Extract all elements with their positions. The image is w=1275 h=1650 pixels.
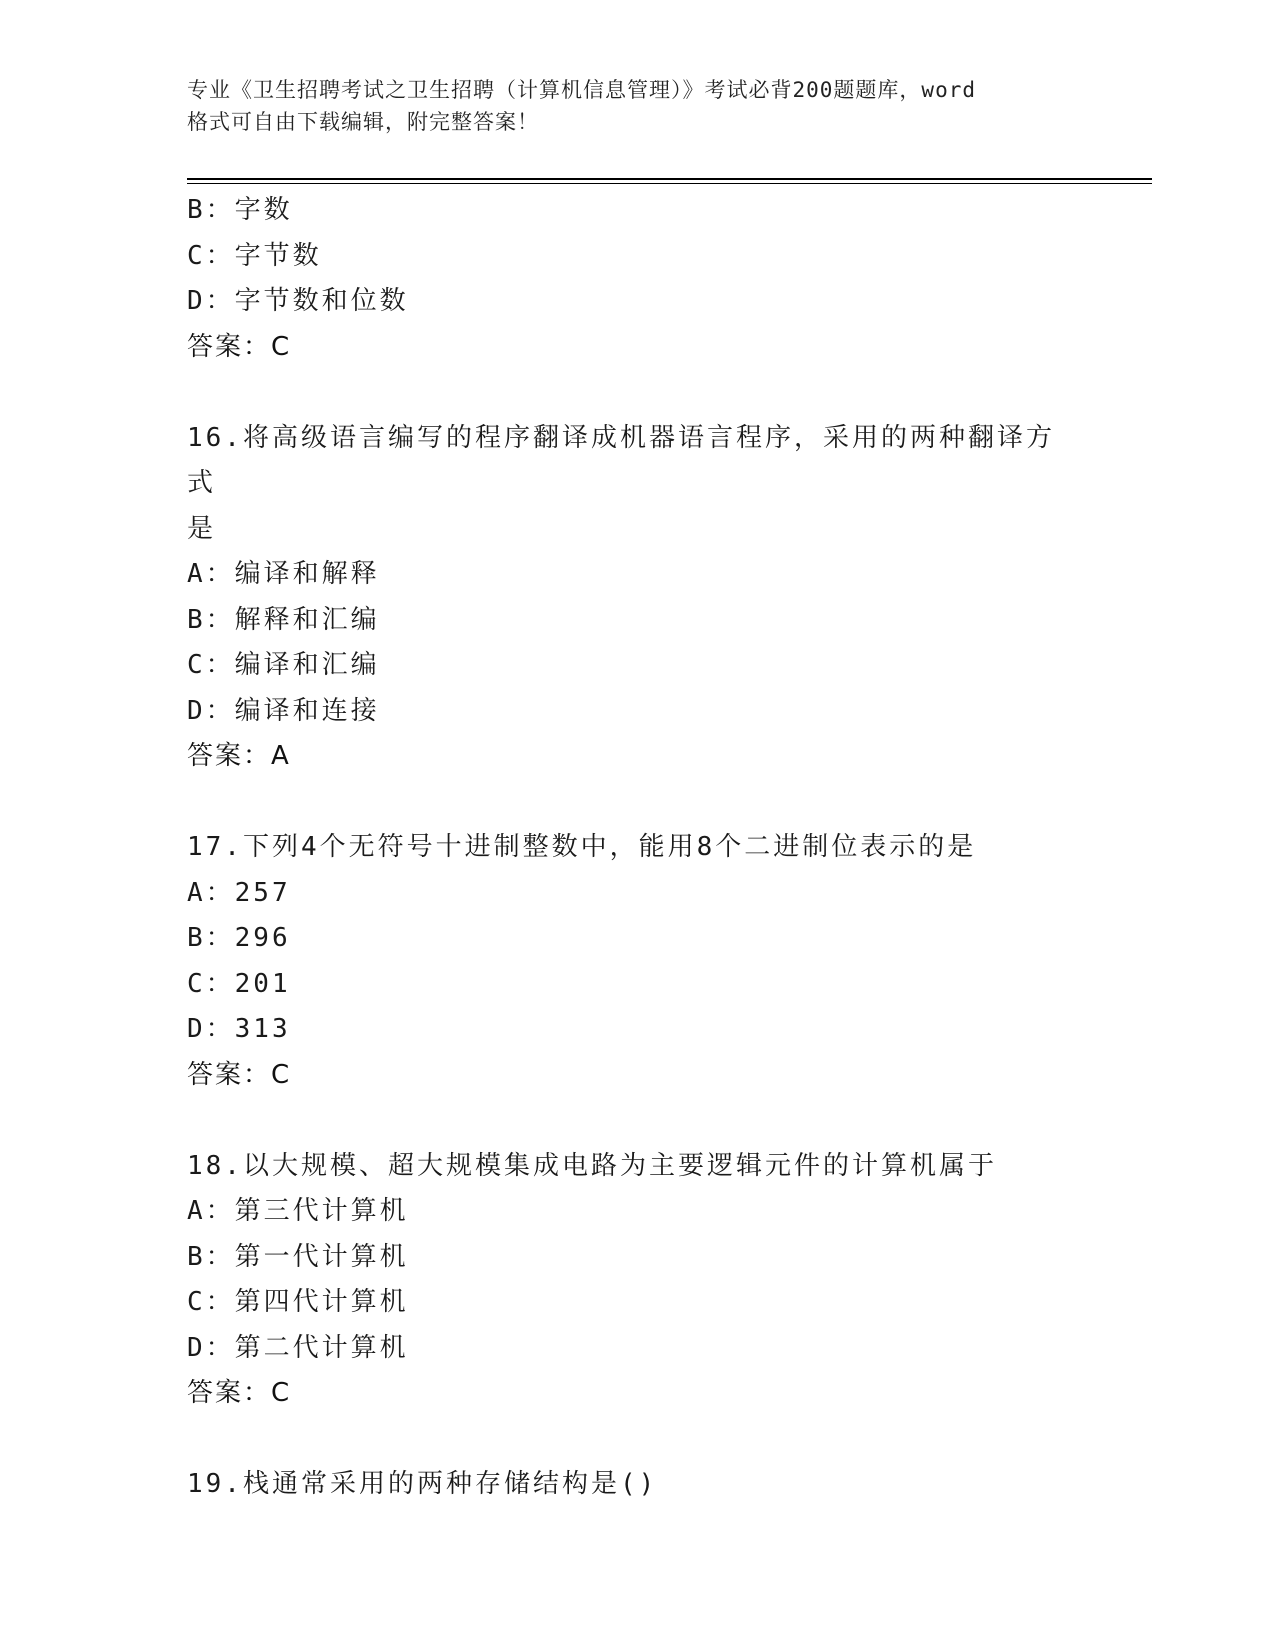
question-text-line-1: 16.将高级语言编写的程序翻译成机器语言程序，采用的两种翻译方式: [187, 422, 1055, 498]
question-list: [187, 188, 1087, 1508]
question-text-line-2: 是: [187, 513, 217, 544]
header-divider-thin: [187, 183, 1152, 184]
question-16-block: [187, 416, 1087, 780]
option-d: D：编译和连接: [187, 695, 380, 726]
spacer: [187, 780, 1087, 826]
answer-line: 答案：C: [187, 331, 292, 362]
question-17-block: [187, 825, 1087, 1098]
header-line-1: 专业《卫生招聘考试之卫生招聘（计算机信息管理）》考试必背200题题库，word: [187, 78, 976, 102]
question-19-block: [187, 1462, 1087, 1508]
question-text: 19.栈通常采用的两种存储结构是(): [187, 1469, 658, 1499]
question-text: 18.以大规模、超大规模集成电路为主要逻辑元件的计算机属于: [187, 1150, 997, 1181]
option-c: C：编译和汇编: [187, 650, 380, 680]
document-header: [187, 74, 1107, 138]
option-a: A：257: [187, 877, 291, 908]
option-a: A：编译和解释: [187, 559, 380, 589]
option-c: C：201: [187, 968, 291, 999]
spacer: [187, 1098, 1087, 1144]
option-d: D：313: [187, 1014, 291, 1044]
question-18-block: [187, 1144, 1087, 1417]
spacer: [187, 370, 1087, 416]
answer-line: 答案：C: [187, 1378, 292, 1408]
option-a: A：第三代计算机: [187, 1196, 409, 1226]
spacer: [187, 1417, 1087, 1463]
header-divider-thick: [187, 178, 1152, 180]
question-text: [187, 416, 1077, 553]
option-c: C：第四代计算机: [187, 1287, 409, 1317]
option-d: D：第二代计算机: [187, 1332, 409, 1363]
answer-line: 答案：C: [187, 1059, 292, 1090]
question-15-block: [187, 188, 1087, 370]
answer-line: 答案：A: [187, 741, 291, 771]
option-c: C：字节数: [187, 240, 322, 271]
option-b: B：第一代计算机: [187, 1241, 409, 1272]
option-d: D：字节数和位数: [187, 286, 409, 316]
option-b: B：296: [187, 923, 291, 953]
question-text: 17.下列4个无符号十进制整数中，能用8个二进制位表示的是: [187, 832, 977, 862]
header-line-2: 格式可自由下载编辑，附完整答案！: [187, 110, 539, 134]
option-b: B：解释和汇编: [187, 604, 380, 635]
option-b: B：字数: [187, 195, 293, 225]
